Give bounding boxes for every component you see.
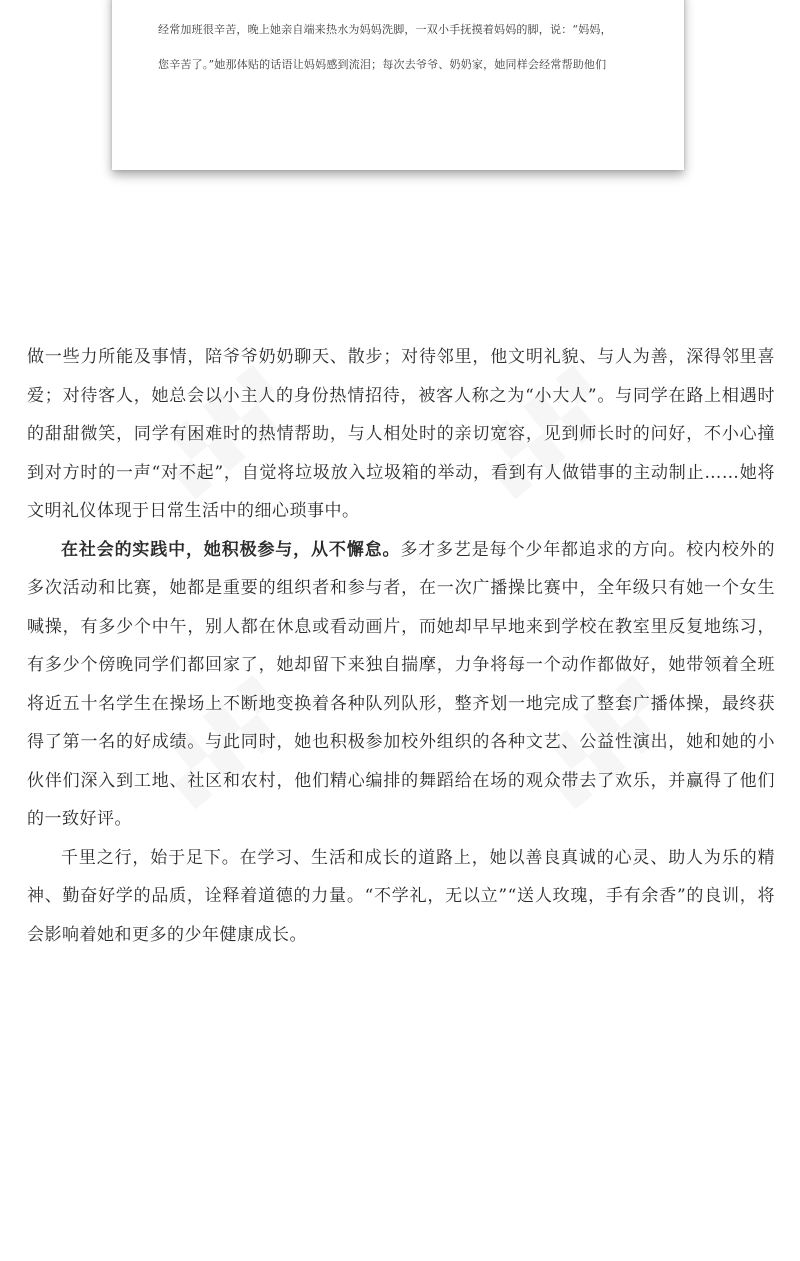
paragraph-conclusion: 千里之行，始于足下。在学习、生活和成长的道路上，她以善良真诚的心灵、助人为乐的精神、勤奋好学的品质，诠释着道德的力量。“不学礼，无以立”“送人玫瑰，手有余香”的良训，将会影响着她和更多的少年健康成长。 <box>27 847 775 945</box>
paragraph-practice <box>27 531 775 839</box>
watermark-mark: ▞▞▞ <box>154 676 295 809</box>
watermark-mark: ▞▞▞ <box>474 366 615 499</box>
card-paragraph <box>158 12 648 82</box>
paragraph-practice-lead: 在社会的实践中，她积极参与，从不懈怠。 <box>61 539 401 560</box>
card-line-2: 您辛苦了。”她那体贴的话语让妈妈感到流泪；每次去爷爷、奶奶家，她同样会经常帮助他们 <box>158 58 607 71</box>
article-body <box>27 338 775 954</box>
paragraph-practice-text: 多才多艺是每个少年都追求的方向。校内校外的多次活动和比赛，她都是重要的组织者和参与者，在一次广播操比赛中，全年级只有她一个女生喊操，有多少个中午，别人都在休息或看动画片，而她却早早地来到学校在教室里反复地练习，有多少个傍晚同学们都回家了，她却留下来独自揣摩，力争将每一个动作都做好，她带领着全班将近五十名学生在操场上不断地变换着各种队列队形，整齐划一地完成了整套广播体操，最终获得了第一名的好成绩。与此同时，她也积极参加校外组织的各种文艺、公益性演出，她和她的小伙伴们深入到工地、社区和农村，他们精心编排的舞蹈给在场的观众带去了欢乐，并赢得了他们的一致好评。 <box>27 539 776 829</box>
paragraph-etiquette: 做一些力所能及事情，陪爷爷奶奶聊天、散步；对待邻里，他文明礼貌、与人为善，深得邻里喜爱；对待客人，她总会以小主人的身份热情招待，被客人称之为“小大人”。与同学在路上相遇时的甜甜微笑，同学有困难时的热情帮助，与人相处时的亲切宽容，见到师长时的问好，不小心撞到对方时的一声“对不起”，自觉将垃圾放入垃圾箱的举动，看到有人做错事的主动制止……她将文明礼仪体现于日常生活中的细心琐事中。 <box>27 347 775 521</box>
card-line-1: 经常加班很辛苦，晚上她亲自端来热水为妈妈洗脚，一双小手抚摸着妈妈的脚，说：“妈妈， <box>158 23 612 36</box>
watermark-mark: ▞▞▞ <box>154 366 295 499</box>
document-page-card <box>112 0 684 170</box>
watermark-mark: ▞▞▞ <box>534 676 675 809</box>
